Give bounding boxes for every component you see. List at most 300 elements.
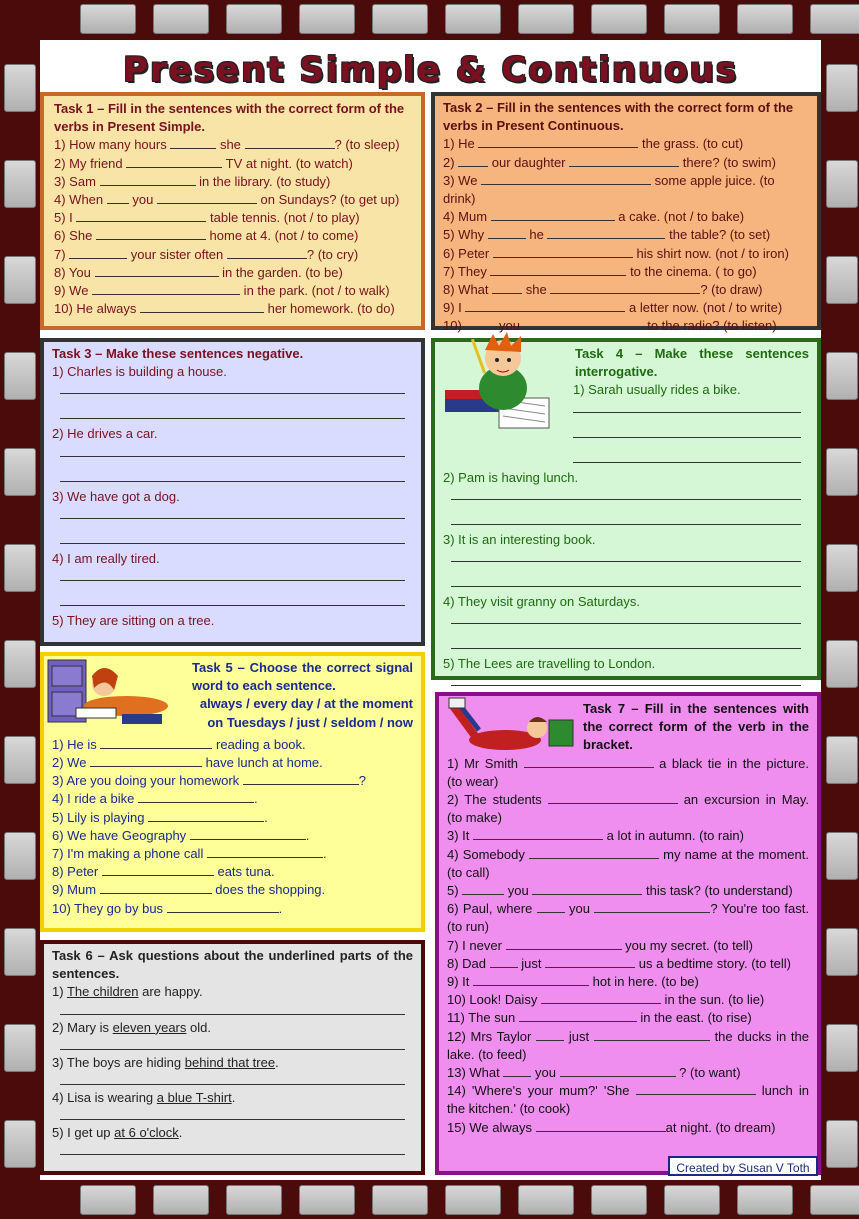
exercise-item — [447, 900, 809, 936]
answer-blank[interactable] — [462, 882, 504, 895]
answer-blank[interactable] — [107, 191, 129, 204]
answer-blank[interactable] — [548, 791, 678, 804]
underlined-part: at 6 o'clock — [114, 1125, 179, 1141]
exercise-item — [447, 827, 809, 845]
item-text: my name at the moment. (to call) — [447, 846, 809, 880]
answer-blank[interactable] — [490, 955, 518, 968]
film-hole — [4, 1024, 36, 1072]
item-text: 7) I never — [447, 937, 506, 953]
answer-line[interactable] — [573, 438, 801, 463]
exercise-item — [54, 173, 411, 191]
item-text: 1) Mr Smith — [447, 755, 524, 771]
answer-lines — [443, 611, 809, 649]
item-text: lunch in the kitchen.' (to cook) — [447, 1083, 810, 1117]
answer-blank[interactable] — [138, 790, 254, 803]
answer-blank[interactable] — [493, 245, 633, 258]
exercise-item — [52, 845, 413, 863]
answer-blank[interactable] — [69, 246, 127, 259]
answer-blank[interactable] — [243, 772, 359, 785]
item-text: us a bedtime story. (to tell) — [635, 955, 791, 971]
exercise-item — [447, 937, 809, 955]
exercise-item — [54, 227, 411, 245]
film-hole — [826, 448, 858, 496]
item-text: his shirt now. (not / to iron) — [632, 245, 789, 261]
answer-line[interactable] — [60, 1072, 405, 1085]
answer-blank[interactable] — [550, 281, 700, 294]
item-text: 3) It — [447, 828, 474, 844]
film-hole — [4, 352, 36, 400]
item-text: on Sundays? (to get up) — [256, 192, 400, 208]
answer-blank[interactable] — [473, 973, 589, 986]
item-text: the ducks in the lake. (to feed) — [447, 1028, 809, 1062]
exercise-item — [52, 809, 413, 827]
answer-blank[interactable] — [492, 281, 522, 294]
item-text: home at 4. (not / to come) — [205, 228, 359, 244]
exercise-item — [54, 191, 411, 209]
film-hole — [372, 1185, 428, 1215]
answer-line[interactable] — [60, 581, 405, 606]
answer-blank[interactable] — [100, 736, 212, 749]
item-text: just — [564, 1028, 594, 1044]
answer-blank[interactable] — [167, 900, 279, 913]
item-text: 3) Sam — [54, 173, 100, 189]
item-text: 7) I'm making a phone call — [52, 846, 207, 862]
answer-blank[interactable] — [490, 263, 626, 276]
exercise-item — [54, 155, 411, 173]
film-hole — [153, 4, 209, 34]
answer-blank[interactable] — [545, 955, 635, 968]
item-text: some apple juice. (to drink) — [443, 172, 775, 207]
item-text: 2) We — [52, 755, 91, 771]
answer-blank[interactable] — [102, 863, 214, 876]
answer-blank[interactable] — [245, 136, 335, 149]
item-text: 8) Peter — [52, 864, 102, 880]
film-hole — [226, 4, 282, 34]
exercise-item — [447, 991, 809, 1009]
exercise-item — [447, 791, 809, 827]
answer-blank[interactable] — [227, 246, 307, 259]
exercise-item — [54, 282, 411, 300]
task3-list — [52, 363, 413, 674]
item-text: 8) What — [443, 282, 493, 298]
exercise-item — [52, 827, 413, 845]
item-text: hot in here. (to be) — [589, 974, 699, 990]
exercise-item: 1) Sarah usually rides a bike. — [573, 382, 741, 398]
answer-line[interactable] — [60, 630, 405, 643]
answer-blank[interactable] — [207, 845, 323, 858]
credit-badge: Created by Susan V Toth — [668, 1156, 818, 1176]
exercise-item: 5) The Lees are travelling to London. — [443, 656, 656, 672]
answer-blank[interactable] — [170, 136, 216, 149]
item-text: 13) What — [447, 1065, 504, 1081]
task6-box — [40, 940, 425, 1175]
exercise-item — [52, 900, 413, 918]
item-text: ? (to sleep) — [334, 137, 400, 153]
item-text: 6) Peter — [443, 245, 493, 261]
film-hole — [737, 4, 793, 34]
item-text: there? (to swim) — [679, 154, 776, 170]
answer-line[interactable] — [60, 381, 405, 394]
answer-blank[interactable] — [76, 209, 206, 222]
exercise-item: 2) He drives a car. — [52, 426, 158, 442]
film-hole — [4, 544, 36, 592]
film-hole — [826, 928, 858, 976]
item-text: the table? (to set) — [665, 227, 771, 243]
answer-line[interactable] — [573, 413, 801, 438]
answer-line[interactable] — [60, 519, 405, 544]
answer-blank[interactable] — [541, 991, 661, 1004]
item-text: 10) They go by bus — [52, 900, 167, 916]
film-hole — [80, 4, 136, 34]
item-text: 6) We have Geography — [52, 827, 190, 843]
item-text: 10) He always — [54, 301, 140, 317]
answer-blank[interactable] — [532, 882, 642, 895]
item-text: just — [517, 955, 546, 971]
task1-heading: Task 1 – Fill in the sentences with the correct form of the verbs in Present Simple. — [54, 101, 405, 135]
answer-line[interactable] — [60, 506, 405, 519]
answer-blank[interactable] — [157, 191, 257, 204]
item-text: you my secret. (to tell) — [621, 937, 754, 953]
task3-box — [40, 338, 425, 646]
film-hole — [826, 640, 858, 688]
film-hole — [664, 1185, 720, 1215]
task1-box — [40, 92, 425, 330]
underlined-part: behind that tree — [184, 1054, 276, 1070]
exercise-item — [52, 772, 413, 790]
film-hole — [4, 448, 36, 496]
item-text: 10) Look! Daisy — [447, 992, 541, 1008]
item-text: does the shopping. — [211, 882, 326, 898]
answer-line[interactable] — [451, 611, 801, 624]
exercise-item — [443, 245, 809, 263]
item-text: 9) We — [54, 283, 93, 299]
item-text: to the cinema. ( to go) — [626, 263, 757, 279]
answer-line[interactable] — [60, 394, 405, 419]
task6-heading: Task 6 – Ask questions about the underlined parts of the sentences. — [52, 948, 413, 982]
film-hole — [4, 640, 36, 688]
item-text: . — [305, 827, 310, 843]
answer-blank[interactable] — [473, 827, 603, 840]
exercise-item — [447, 846, 809, 882]
task5-box — [40, 652, 425, 932]
item-text: you — [564, 901, 595, 917]
item-text: 5) I get up — [52, 1125, 115, 1141]
answer-line[interactable] — [451, 500, 801, 525]
exercise-item — [443, 263, 809, 281]
item-text: you — [128, 192, 157, 208]
underlined-part: eleven years — [112, 1019, 187, 1035]
item-text: 4) I ride a bike — [52, 791, 138, 807]
film-hole — [4, 1120, 36, 1168]
item-text: ? (to cry) — [306, 246, 359, 262]
item-text: 1) He — [443, 136, 479, 152]
film-hole — [826, 832, 858, 880]
answer-blank[interactable] — [126, 155, 222, 168]
item-text: 7) — [54, 246, 70, 262]
item-text: are happy. — [138, 984, 203, 1000]
item-text: 4) Somebody — [447, 846, 529, 862]
spacer — [52, 1155, 413, 1159]
film-hole — [826, 256, 858, 304]
item-text: 2) My friend — [54, 155, 127, 171]
task3-heading: Task 3 – Make these sentences negative. — [52, 346, 304, 361]
item-text: 14) 'Where's your mum?' 'She — [447, 1083, 636, 1099]
answer-blank[interactable] — [547, 226, 665, 239]
task4-heading: Task 4 – Make these sentences interrogative. — [575, 346, 809, 380]
item-text: 5) — [447, 883, 463, 899]
answer-blank[interactable] — [148, 809, 264, 822]
exercise-item — [52, 863, 413, 881]
item-text: 11) The sun — [447, 1010, 519, 1026]
film-hole — [153, 1185, 209, 1215]
exercise-item — [447, 973, 809, 991]
answer-blank[interactable] — [503, 1064, 531, 1077]
exercise-item — [54, 209, 411, 227]
task5-list — [52, 736, 413, 918]
item-text: table tennis. (not / to play) — [206, 210, 360, 226]
item-text: . — [178, 1125, 183, 1141]
exercise-item — [54, 300, 411, 318]
answer-line[interactable] — [451, 673, 801, 686]
boy-studying-picture — [441, 328, 561, 438]
answer-line[interactable] — [60, 1002, 405, 1015]
answer-blank[interactable] — [569, 154, 679, 167]
item-text: ? (to want) — [675, 1065, 741, 1081]
answer-blank[interactable] — [537, 900, 565, 913]
item-text: her homework. (to do) — [263, 301, 395, 317]
answer-blank[interactable] — [90, 754, 202, 767]
film-hole — [591, 4, 647, 34]
answer-line[interactable] — [451, 624, 801, 649]
item-text: in the garden. (to be) — [218, 264, 343, 280]
answer-blank[interactable] — [594, 1028, 710, 1041]
underlined-part: The children — [66, 984, 139, 1000]
item-text: she — [522, 282, 551, 298]
exercise-item — [54, 264, 411, 282]
item-text: 4) When — [54, 192, 107, 208]
exercise-item: 4) They visit granny on Saturdays. — [443, 594, 641, 610]
answer-blank[interactable] — [478, 135, 638, 148]
item-text: you — [531, 1065, 560, 1081]
film-hole — [80, 1185, 136, 1215]
film-hole — [445, 1185, 501, 1215]
answer-line[interactable] — [451, 562, 801, 587]
item-text: 2) — [443, 154, 459, 170]
item-text: . — [275, 1054, 279, 1070]
film-hole — [810, 4, 859, 34]
item-text: 15) We always — [447, 1119, 536, 1135]
exercise-item: 2) Pam is having lunch. — [443, 469, 579, 485]
item-text: 8) You — [54, 264, 95, 280]
exercise-item — [443, 281, 809, 299]
item-text: 7) They — [443, 263, 491, 279]
page-title: Present Simple & Continuous — [123, 50, 738, 90]
item-text: ? (to draw) — [700, 282, 763, 298]
item-text: 3) Are you doing your homework — [52, 773, 243, 789]
item-text: 2) The students — [447, 792, 548, 808]
answer-blank[interactable] — [491, 208, 615, 221]
answer-blank[interactable] — [100, 173, 196, 186]
exercise-item — [443, 154, 809, 172]
item-text: 1) How many hours — [54, 137, 171, 153]
exercise-item — [52, 1124, 413, 1142]
item-text: 1) — [52, 984, 67, 1000]
exercise-item — [447, 1009, 809, 1027]
answer-blank[interactable] — [536, 1028, 564, 1041]
item-text: 6) She — [54, 228, 96, 244]
item-text: eats tuna. — [213, 864, 275, 880]
film-hole — [664, 4, 720, 34]
answer-blank[interactable] — [96, 227, 206, 240]
task2-box — [431, 92, 821, 334]
item-text: 4) Lisa is wearing — [52, 1090, 157, 1106]
exercise-item — [52, 983, 413, 1001]
film-hole — [826, 64, 858, 112]
item-text: 3) We — [443, 172, 482, 188]
answer-blank[interactable] — [594, 900, 710, 913]
item-text: your sister often — [127, 246, 227, 262]
answer-lines — [565, 400, 809, 463]
answer-lines — [443, 487, 809, 525]
answer-blank[interactable] — [524, 755, 654, 768]
film-hole — [4, 832, 36, 880]
item-text: 8) Dad — [447, 955, 490, 971]
exercise-item — [52, 790, 413, 808]
item-text: in the library. (to study) — [195, 173, 331, 189]
item-text: he — [525, 227, 548, 243]
item-text: reading a book. — [212, 736, 306, 752]
item-text: . — [322, 846, 327, 862]
answer-blank[interactable] — [519, 1009, 637, 1022]
answer-blank[interactable] — [488, 226, 526, 239]
answer-blank[interactable] — [536, 1119, 666, 1132]
exercise-item — [447, 882, 809, 900]
item-text: in the park. (not / to walk) — [240, 283, 390, 299]
film-hole — [826, 736, 858, 784]
exercise-item: 3) We have got a dog. — [52, 488, 180, 504]
answer-lines — [443, 549, 809, 587]
item-text: . — [231, 1090, 236, 1106]
exercise-item — [54, 246, 411, 264]
item-text: . — [278, 900, 283, 916]
answer-line[interactable] — [60, 1107, 405, 1120]
film-hole — [518, 4, 574, 34]
answer-blank[interactable] — [560, 1064, 676, 1077]
answer-blank[interactable] — [140, 300, 264, 313]
answer-line[interactable] — [60, 1142, 405, 1155]
answer-blank[interactable] — [100, 881, 212, 894]
answer-line[interactable] — [451, 549, 801, 562]
exercise-item — [52, 1089, 413, 1107]
exercise-item — [447, 955, 809, 973]
film-hole — [4, 64, 36, 112]
item-text: a letter now. (not / to write) — [625, 300, 783, 316]
answer-line[interactable] — [60, 444, 405, 457]
item-text: TV at night. (to watch) — [222, 155, 353, 171]
answer-blank[interactable] — [458, 154, 488, 167]
task7-list — [447, 755, 809, 1137]
exercise-item — [443, 172, 809, 208]
film-hole — [591, 1185, 647, 1215]
item-text: 5) Why — [443, 227, 488, 243]
item-text: 10) — [443, 318, 466, 334]
answer-line[interactable] — [60, 568, 405, 581]
exercise-item — [54, 136, 411, 154]
answer-blank[interactable] — [529, 846, 659, 859]
item-text: 5) Lily is playing — [52, 809, 149, 825]
exercise-item — [52, 1054, 413, 1072]
answer-line[interactable] — [60, 457, 405, 482]
exercise-item — [52, 881, 413, 899]
film-hole — [826, 160, 858, 208]
item-text: 3) The boys are hiding — [52, 1054, 185, 1070]
answer-blank[interactable] — [481, 172, 651, 185]
answer-line[interactable] — [451, 487, 801, 500]
film-hole — [737, 1185, 793, 1215]
answer-blank[interactable] — [636, 1082, 756, 1095]
task4-box — [431, 338, 821, 680]
item-text: to the radio? (to listen) — [643, 318, 777, 334]
exercise-item — [447, 1119, 809, 1137]
item-text: 9) I — [443, 300, 466, 316]
item-text: 1) He is — [52, 736, 101, 752]
item-text: a black tie in the picture. (to wear) — [447, 755, 809, 789]
exercise-item — [52, 736, 413, 754]
item-text: you — [504, 883, 533, 899]
film-hole — [826, 544, 858, 592]
film-hole — [810, 1185, 859, 1215]
item-text: a lot in autumn. (to rain) — [603, 828, 744, 844]
item-text: the grass. (to cut) — [638, 136, 744, 152]
item-text: ? — [358, 773, 367, 789]
underlined-part: a blue T-shirt — [156, 1090, 232, 1106]
answer-blank[interactable] — [95, 264, 219, 277]
film-hole — [4, 256, 36, 304]
task5-signal-words: always / every day / at the moment on Tuesdays / just / seldom / now — [199, 696, 413, 730]
film-hole — [4, 160, 36, 208]
item-text: 9) Mum — [52, 882, 100, 898]
answer-blank[interactable] — [190, 827, 306, 840]
film-hole — [299, 4, 355, 34]
film-hole — [226, 1185, 282, 1215]
answer-blank[interactable] — [92, 282, 240, 295]
item-text: ? You're too fast. (to run) — [447, 901, 809, 935]
item-text: a cake. (not / to bake) — [614, 209, 745, 225]
exercise-item — [447, 1082, 809, 1118]
answer-line[interactable] — [60, 1037, 405, 1050]
film-hole — [826, 1024, 858, 1072]
item-text: our daughter — [488, 154, 570, 170]
answer-blank[interactable] — [506, 937, 622, 950]
exercise-item — [443, 208, 809, 226]
answer-blank[interactable] — [465, 299, 625, 312]
answer-line[interactable] — [573, 400, 801, 413]
item-text: in the east. (to rise) — [636, 1010, 752, 1026]
exercise-item: 5) They are sitting on a tree. — [52, 613, 215, 629]
task2-heading: Task 2 – Fill in the sentences with the correct form of the verbs in Present Continuous. — [443, 100, 794, 134]
task5-heading: Task 5 – Choose the correct signal word to each sentence. — [192, 660, 413, 694]
girl-reading-picture — [46, 656, 176, 728]
film-hole — [372, 4, 428, 34]
item-text: she — [216, 137, 245, 153]
film-hole — [445, 4, 501, 34]
film-hole — [4, 736, 36, 784]
item-text: 9) It — [447, 974, 474, 990]
film-hole — [299, 1185, 355, 1215]
task7-heading: Task 7 – Fill in the sentences with the correct form of the verb in the bracket. — [583, 701, 809, 753]
exercise-item — [447, 1028, 809, 1064]
item-text: old. — [186, 1019, 211, 1035]
